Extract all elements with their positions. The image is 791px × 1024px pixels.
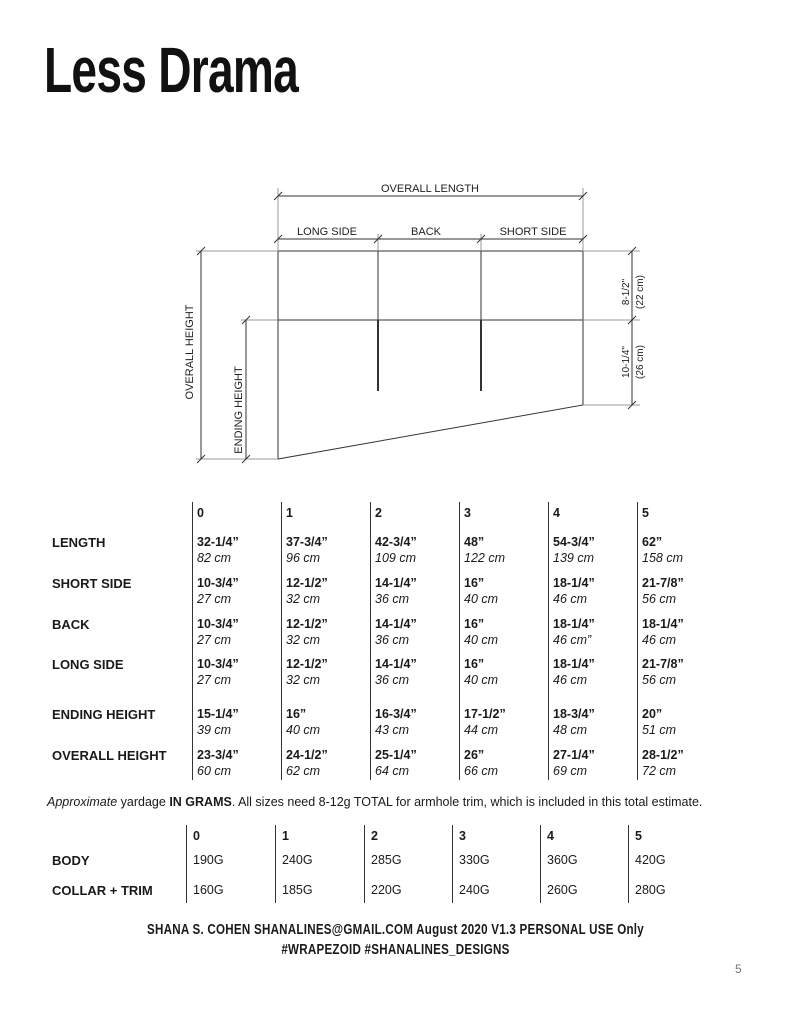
measurement-cell <box>375 576 417 606</box>
cm-value: 51 cm <box>642 723 677 737</box>
yardage-size-header: 1 <box>282 829 289 843</box>
size-header: 3 <box>464 506 471 520</box>
measurement-cell <box>286 748 328 778</box>
inches-value: 10-3/4” <box>197 657 239 671</box>
cm-value: 72 cm <box>642 764 677 778</box>
measurement-cell <box>553 657 595 687</box>
yardage-cell: 360G <box>547 853 578 867</box>
inches-value: 16-3/4” <box>375 707 417 721</box>
yardage-cell: 190G <box>193 853 224 867</box>
row-label: BACK <box>52 617 90 632</box>
yardage-cell: 280G <box>635 883 666 897</box>
measurement-cell <box>286 617 328 647</box>
cm-value: 32 cm <box>286 592 321 606</box>
dim1-inches: 8-1/2" <box>621 278 632 306</box>
cm-value: 27 cm <box>197 673 232 687</box>
yardage-cell: 220G <box>371 883 402 897</box>
cm-value: 44 cm <box>464 723 499 737</box>
cm-value: 27 cm <box>197 592 232 606</box>
row-label: LONG SIDE <box>52 657 124 672</box>
cm-value: 36 cm <box>375 592 410 606</box>
cm-value: 158 cm <box>642 551 683 565</box>
measurement-cell <box>375 707 417 737</box>
column-divider <box>548 502 549 780</box>
column-divider <box>364 825 365 903</box>
yardage-size-header: 0 <box>193 829 200 843</box>
inches-value: 18-1/4” <box>553 576 595 590</box>
cm-value: 39 cm <box>197 723 232 737</box>
cm-value: 46 cm <box>553 673 588 687</box>
column-divider <box>281 502 282 780</box>
measurement-cell <box>375 657 417 687</box>
cm-value: 40 cm <box>464 633 499 647</box>
size-header: 0 <box>197 506 204 520</box>
inches-value: 14-1/4” <box>375 576 417 590</box>
inches-value: 37-3/4” <box>286 535 328 549</box>
column-divider <box>637 502 638 780</box>
cm-value: 40 cm <box>464 673 499 687</box>
measurement-cell <box>464 748 498 778</box>
measurement-cell <box>642 535 683 565</box>
schematic-diagram <box>0 0 791 480</box>
measurement-cell <box>464 617 498 647</box>
measurement-cell <box>553 748 595 778</box>
measurement-cell <box>286 657 328 687</box>
measurement-cell <box>464 576 498 606</box>
yardage-size-header: 3 <box>459 829 466 843</box>
measurement-cell <box>197 617 239 647</box>
measurement-cell <box>197 748 239 778</box>
measurement-cell <box>197 707 239 737</box>
size-header: 4 <box>553 506 560 520</box>
measurement-cell <box>642 617 684 647</box>
dim2-cm: (26 cm) <box>635 345 646 379</box>
measurement-cell <box>286 535 328 565</box>
cm-value: 43 cm <box>375 723 410 737</box>
column-divider <box>540 825 541 903</box>
inches-value: 18-3/4” <box>553 707 595 721</box>
inches-value: 23-3/4” <box>197 748 239 762</box>
yardage-row-label: BODY <box>52 853 90 868</box>
yardage-cell: 420G <box>635 853 666 867</box>
back-label: BACK <box>411 226 441 238</box>
row-label: LENGTH <box>52 535 106 550</box>
cm-value: 27 cm <box>197 633 232 647</box>
cm-value: 60 cm <box>197 764 232 778</box>
yardage-row-label: COLLAR + TRIM <box>52 883 153 898</box>
cm-value: 82 cm <box>197 551 232 565</box>
row-label: ENDING HEIGHT <box>52 707 156 722</box>
yardage-size-header: 2 <box>371 829 378 843</box>
overall-height-label: OVERALL HEIGHT <box>184 304 196 400</box>
measurement-cell <box>642 576 684 606</box>
inches-value: 18-1/4” <box>553 657 595 671</box>
ending-height-label: ENDING HEIGHT <box>233 366 245 454</box>
row-label: SHORT SIDE <box>52 576 132 591</box>
measurement-cell <box>553 576 595 606</box>
inches-value: 15-1/4” <box>197 707 239 721</box>
cm-value: 32 cm <box>286 633 321 647</box>
inches-value: 27-1/4” <box>553 748 595 762</box>
cm-value: 46 cm” <box>553 633 592 647</box>
cm-value: 69 cm <box>553 764 588 778</box>
yardage-cell: 160G <box>193 883 224 897</box>
measurement-cell <box>553 535 595 565</box>
yardage-size-header: 4 <box>547 829 554 843</box>
inches-value: 16” <box>464 576 485 590</box>
inches-value: 32-1/4” <box>197 535 239 549</box>
cm-value: 109 cm <box>375 551 416 565</box>
cm-value: 139 cm <box>553 551 594 565</box>
inches-value: 16” <box>464 617 485 631</box>
inches-value: 26” <box>464 748 485 762</box>
inches-value: 16” <box>286 707 307 721</box>
cm-value: 122 cm <box>464 551 505 565</box>
measurement-cell <box>464 535 505 565</box>
size-header: 1 <box>286 506 293 520</box>
measurement-cell <box>464 657 498 687</box>
inches-value: 12-1/2” <box>286 657 328 671</box>
note-yardage: yardage <box>117 795 170 809</box>
inches-value: 12-1/2” <box>286 617 328 631</box>
inches-value: 10-3/4” <box>197 576 239 590</box>
measurement-cell <box>464 707 506 737</box>
inches-value: 42-3/4” <box>375 535 417 549</box>
yardage-cell: 240G <box>459 883 490 897</box>
cm-value: 56 cm <box>642 592 677 606</box>
note-rest: . All sizes need 8-12g TOTAL for armhole trim, which is included in this total estimate. <box>231 795 703 809</box>
yardage-cell: 285G <box>371 853 402 867</box>
cm-value: 46 cm <box>642 633 677 647</box>
yardage-cell: 330G <box>459 853 490 867</box>
cm-value: 36 cm <box>375 673 410 687</box>
long-side-label: LONG SIDE <box>297 226 357 238</box>
inches-value: 14-1/4” <box>375 657 417 671</box>
note-grams: IN GRAMS <box>169 795 232 809</box>
measurement-cell <box>642 657 684 687</box>
inches-value: 48” <box>464 535 485 549</box>
column-divider <box>628 825 629 903</box>
cm-value: 62 cm <box>286 764 321 778</box>
yardage-note <box>47 795 702 809</box>
cm-value: 46 cm <box>553 592 588 606</box>
page-number: 5 <box>735 962 742 976</box>
inches-value: 17-1/2” <box>464 707 506 721</box>
short-side-label: SHORT SIDE <box>499 226 567 238</box>
inches-value: 16” <box>464 657 485 671</box>
column-divider <box>370 502 371 780</box>
column-divider <box>452 825 453 903</box>
column-divider <box>192 502 193 780</box>
yardage-cell: 240G <box>282 853 313 867</box>
measurement-cell <box>642 748 684 778</box>
inches-value: 18-1/4” <box>553 617 595 631</box>
size-header: 2 <box>375 506 382 520</box>
note-approximate: Approximate <box>47 795 118 809</box>
cm-value: 40 cm <box>464 592 499 606</box>
size-header: 5 <box>642 506 649 520</box>
inches-value: 24-1/2” <box>286 748 328 762</box>
column-divider <box>186 825 187 903</box>
row-label: OVERALL HEIGHT <box>52 748 167 763</box>
inches-value: 62” <box>642 535 663 549</box>
measurement-cell <box>197 576 239 606</box>
measurement-cell <box>375 617 417 647</box>
dim1-cm: (22 cm) <box>635 275 646 309</box>
page-title: Less Drama <box>44 34 299 106</box>
inches-value: 18-1/4” <box>642 617 684 631</box>
inches-value: 10-3/4” <box>197 617 239 631</box>
cm-value: 56 cm <box>642 673 677 687</box>
cm-value: 66 cm <box>464 764 499 778</box>
column-divider <box>275 825 276 903</box>
cm-value: 96 cm <box>286 551 321 565</box>
inches-value: 21-7/8” <box>642 576 684 590</box>
inches-value: 14-1/4” <box>375 617 417 631</box>
cm-value: 64 cm <box>375 764 410 778</box>
measurement-cell <box>375 535 417 565</box>
dim2-inches: 10-1/4" <box>621 346 632 378</box>
yardage-cell: 260G <box>547 883 578 897</box>
inches-value: 21-7/8” <box>642 657 684 671</box>
inches-value: 12-1/2” <box>286 576 328 590</box>
cm-value: 40 cm <box>286 723 321 737</box>
measurement-cell <box>553 617 595 647</box>
measurement-cell <box>375 748 417 778</box>
yardage-size-header: 5 <box>635 829 642 843</box>
inches-value: 28-1/2” <box>642 748 684 762</box>
measurement-cell <box>197 535 239 565</box>
cm-value: 48 cm <box>553 723 588 737</box>
column-divider <box>459 502 460 780</box>
inches-value: 20” <box>642 707 663 721</box>
measurement-cell <box>197 657 239 687</box>
overall-length-label: OVERALL LENGTH <box>380 183 480 195</box>
schematic-outline <box>278 251 583 459</box>
yardage-cell: 185G <box>282 883 313 897</box>
measurement-cell <box>553 707 595 737</box>
inches-value: 25-1/4” <box>375 748 417 762</box>
measurement-cell <box>286 707 320 737</box>
inches-value: 54-3/4” <box>553 535 595 549</box>
footer-line-1: SHANA S. COHEN SHANALINES@GMAIL.COM August 2020 V1.3 PERSONAL USE Only <box>147 922 644 938</box>
measurement-cell <box>642 707 676 737</box>
cm-value: 32 cm <box>286 673 321 687</box>
footer-line-2: #WRAPEZOID #SHANALINES_DESIGNS <box>281 942 510 958</box>
cm-value: 36 cm <box>375 633 410 647</box>
measurement-cell <box>286 576 328 606</box>
